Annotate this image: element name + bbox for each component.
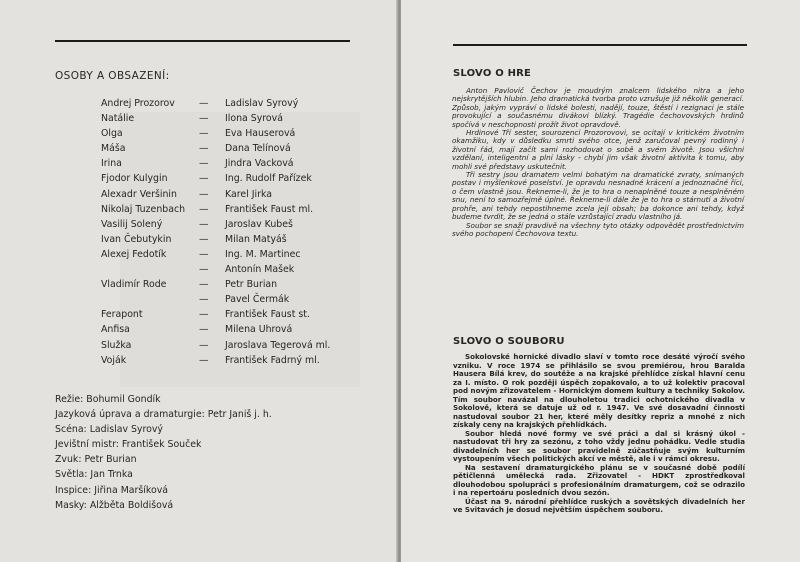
- actor-name: Milan Matyáš: [225, 233, 287, 245]
- dash-separator: —: [199, 218, 209, 230]
- crew-credit: Scéna: Ladislav Syrový: [55, 424, 163, 436]
- dash-separator: —: [199, 264, 209, 276]
- actor-name: Karel Jirka: [225, 188, 272, 200]
- crew-credit: Světla: Jan Trnka: [55, 469, 133, 481]
- dash-separator: —: [199, 279, 209, 291]
- hre-paragraph: Tři sestry jsou dramatem velmi bohatým na dramatické zvraty, snímaných postav i myšlenkové poselství. Je opravdu nesnadné krácení a jednoznačné říci, o čem vlastně jsou. Řekneme-li, že je to hra o nenaplněné touze a nesplněném snu, není to samozřejmě úplné. Řekneme-li dále že je to hra o stárnutí a životní prohře, ani tehdy nepostihneme zcela její obsah; ba dokonce ani tehdy, když budeme tvrdit, že se jedná o stále vzrůstající zradu vlastního já.: [452, 170, 744, 222]
- right-top-rule: [453, 44, 747, 46]
- role-name: Alexadr Veršinin: [101, 188, 177, 200]
- actor-name: Antonín Mašek: [225, 264, 295, 276]
- crew-credit: Jazyková úprava a dramaturgie: Petr Janiš j. h.: [55, 409, 272, 421]
- actor-name: Milena Uhrová: [225, 324, 293, 336]
- dash-separator: —: [199, 203, 209, 215]
- actor-name: František Faust st.: [225, 309, 310, 321]
- dash-separator: —: [199, 143, 209, 155]
- actor-name: Petr Burian: [225, 279, 278, 291]
- role-name: Irina: [101, 158, 122, 170]
- actor-name: Jaroslav Kubeš: [225, 218, 293, 230]
- hre-paragraph: Anton Pavlovič Čechov je moudrým znalcem lidského nitra a jeho nejskrytějších hlubin. Jeho dramatická tvorba proto vzrušuje již několik generací. Způsob, jakým vypráví o lidské bolesti, nadějí, touze, štěstí i rezignaci je stále provokující a současnému divákovi blízký. Tragédie čechovovských hrdinů spočívá v neschopnosti prožít život opravdově.: [452, 86, 744, 129]
- hre-paragraph: Soubor se snaží pravdivě na všechny tyto otázky odpovědět prostřednictvím svého pochopení Čechovova textu.: [452, 220, 744, 238]
- dash-separator: —: [199, 98, 209, 109]
- crew-credit: Inspice: Jiřina Maršíková: [55, 484, 169, 496]
- role-name: Natálie: [101, 113, 135, 125]
- dash-separator: —: [199, 324, 209, 336]
- actor-name: František Faust ml.: [225, 203, 314, 215]
- dash-separator: —: [199, 294, 209, 306]
- left-top-rule: [55, 40, 350, 42]
- crew-credit: Jevištní mistr: František Souček: [55, 439, 202, 451]
- role-name: Alexej Fedotík: [101, 248, 167, 260]
- actor-name: Jindra Vacková: [225, 158, 294, 170]
- dash-separator: —: [199, 188, 209, 200]
- dash-separator: —: [199, 339, 209, 351]
- crew-credit: Zvuk: Petr Burian: [55, 454, 137, 466]
- role-name: Vladimír Rode: [101, 279, 167, 291]
- role-name: Služka: [101, 339, 132, 351]
- actor-name: Eva Hauserová: [225, 128, 296, 140]
- role-name: Ivan Čebutykin: [101, 233, 172, 245]
- souboru-paragraph: Sokolovské hornické divadlo slaví v tomto roce desáté výročí svého vzniku. V roce 1974 se přihlásilo se svou premiérou, hrou Baralda Hausera Bílá krev, do soutěže a na krajské přehlídce získal hlavní cenu za I. místo. O rok později úspěch zopakovalo, a to už kolektiv pracoval pod novým zřizovatelem - Hornickým domem kultury a techniky Sokolov. Tím soubor navázal na dlouholetou tradici ochotnického divadla v Sokolově, která se datuje už od r. 1947. Ve své dosavadní činnosti nastudoval soubor 21 her, které měly desítky repriz a mnohé z nich získaly ceny na krajských přehlídkách.: [453, 352, 745, 429]
- role-name: Olga: [101, 128, 123, 140]
- cast-heading: OSOBY A OBSAZENÍ:: [55, 70, 170, 82]
- actor-name: Jaroslava Tegerová ml.: [225, 339, 331, 351]
- actor-name: Pavel Čermák: [225, 294, 290, 306]
- dash-separator: —: [199, 248, 209, 260]
- dash-separator: —: [199, 309, 209, 321]
- souboru-paragraph: Na sestavení dramaturgického plánu se v současné době podílí pětičlenná umělecká rada. Zřizovatel - HDKT zprostředkoval dlouhodobou spolupráci s profesionálním dramaturgem, což se odrazilo i na repertoáru posledních dvou sezón.: [453, 462, 745, 497]
- hre-heading: SLOVO O HRE: [453, 68, 532, 79]
- souboru-paragraph: Soubor hledá nové formy ve své práci a dal si krásný úkol - nastudovat tři hry za sezónu, z toho vždy jednu pohádku. Vedle studia divadelních her se soubor pravidelně zúčastňuje svým kulturním vystoupením všech politických akcí ve městě, ale i v rámci okresu.: [453, 428, 745, 463]
- role-name: Vasilij Solený: [101, 218, 163, 230]
- actor-name: Ilona Syrová: [225, 113, 283, 125]
- hre-paragraph: Hrdinové Tří sester, sourozenci Prozorovovi, se ocitají v kritickém životním okamžiku, kdy v důsledku smrti svého otce, jenž zaručoval pevný rodinný i životní řád, mají začít sami rozhodovat o sobě a svém životě. Jsou všichni vzdělaní, inteligentní a plní lásky - chybí jim však životní aktivita k tomu, aby mohli své představy uskutečnit.: [452, 128, 744, 171]
- dash-separator: —: [199, 113, 209, 125]
- dash-separator: —: [199, 233, 209, 245]
- dash-separator: —: [199, 158, 209, 170]
- crew-credit: Masky: Alžběta Boldišová: [55, 499, 174, 511]
- dash-separator: —: [199, 354, 209, 366]
- actor-name: Ing. M. Martinec: [225, 248, 301, 260]
- role-name: Máša: [101, 143, 126, 155]
- actor-name: Ing. Rudolf Pařízek: [225, 173, 312, 185]
- crew-credit: Režie: Bohumil Gondík: [55, 394, 161, 405]
- actor-name: Ladislav Syrový: [225, 98, 299, 109]
- role-name: Fjodor Kulygin: [101, 173, 168, 185]
- souboru-text: [453, 353, 745, 515]
- dash-separator: —: [199, 128, 209, 140]
- role-name: Ferapont: [101, 309, 143, 321]
- actor-name: Dana Telínová: [225, 143, 291, 155]
- role-name: Anfisa: [101, 324, 130, 336]
- souboru-heading: SLOVO O SOUBORU: [453, 336, 565, 347]
- hre-text: [452, 87, 744, 238]
- actor-name: František Fadrný ml.: [225, 354, 320, 366]
- dash-separator: —: [199, 173, 209, 185]
- crew-list: [55, 394, 272, 515]
- role-name: Voják: [101, 354, 127, 366]
- role-name: Nikolaj Tuzenbach: [101, 203, 186, 215]
- souboru-paragraph: Účast na 9. národní přehlídce ruských a sovětských divadelních her ve Svitavách je dosud největším úspěchem souboru.: [453, 496, 745, 514]
- role-name: Andrej Prozorov: [101, 98, 175, 109]
